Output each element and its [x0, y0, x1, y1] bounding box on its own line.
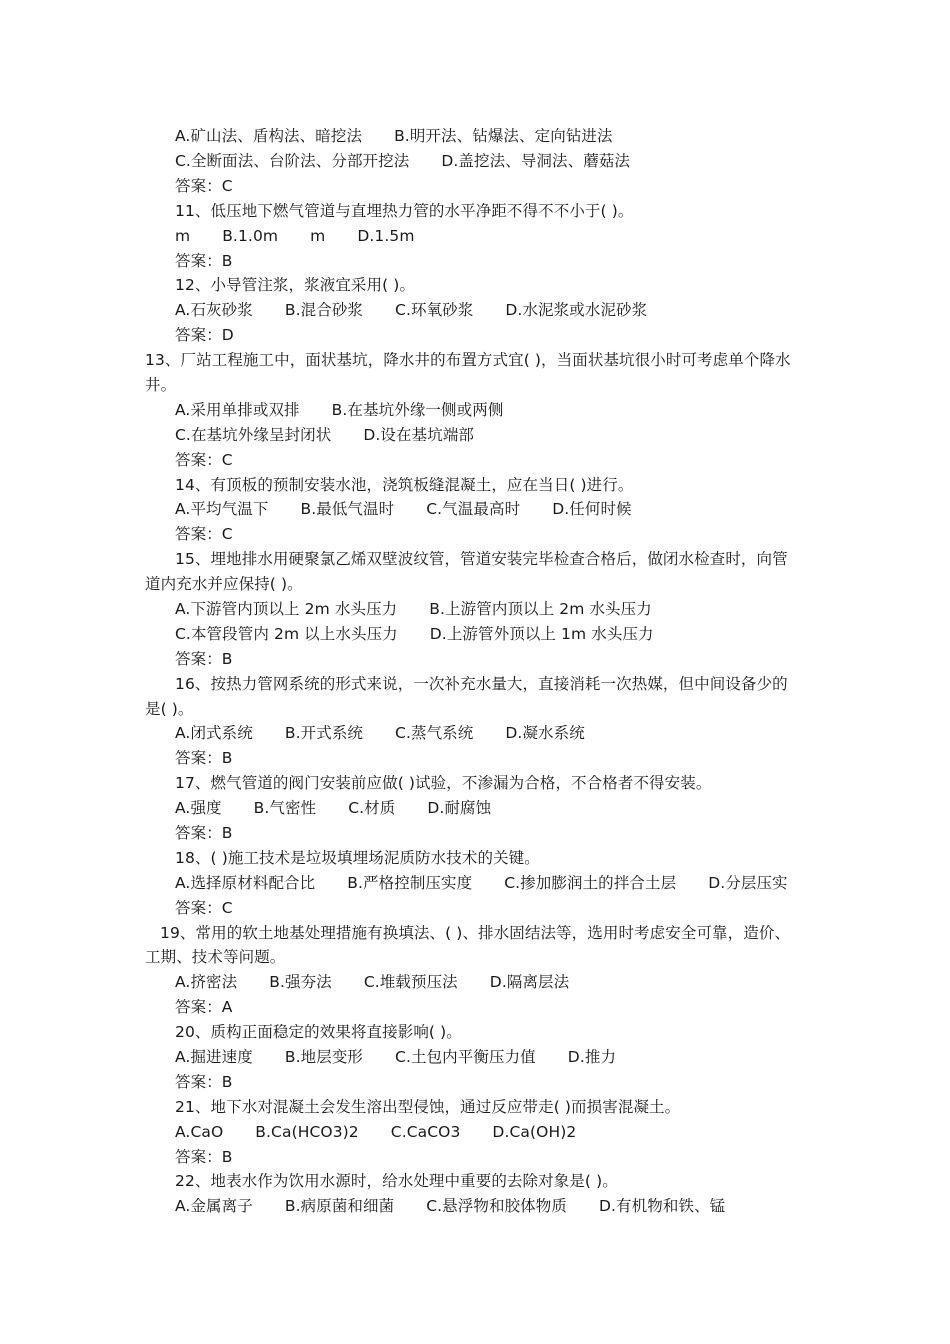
option-c: C.环氧砂浆: [395, 301, 474, 319]
option-c: C.蒸气系统: [395, 724, 474, 742]
option-a: A.平均气温下: [175, 500, 269, 518]
q19-question-line2: 工期、技术等问题。: [145, 948, 286, 966]
q16-answer: 答案：B: [175, 749, 233, 767]
option-c: C.在基坑外缘呈封闭状: [175, 426, 332, 444]
option-b: B.气密性: [253, 799, 317, 817]
option-b: B.1.0m: [222, 227, 279, 245]
option-c: C.本管段管内 2m 以上水头压力: [175, 625, 398, 643]
q16-options: [175, 723, 585, 743]
q18-answer: 答案：C: [175, 899, 233, 917]
option-b: B.在基坑外缘一侧或两侧: [331, 401, 504, 419]
option-b: B.最低气温时: [300, 500, 395, 518]
option-d: D.耐腐蚀: [427, 799, 492, 817]
q20-question: 20、质构正面稳定的效果将直接影响( )。: [175, 1023, 462, 1041]
q15-question-line2: 道内充水并应保持( )。: [145, 575, 303, 593]
q12-answer: 答案：D: [175, 326, 234, 344]
option-d: D.Ca(OH)2: [492, 1123, 577, 1141]
q17-question: 17、燃气管道的阀门安装前应做( )试验，不渗漏为合格，不合格者不得安装。: [175, 774, 712, 792]
option-d: D.设在基坑端部: [363, 426, 475, 444]
q10-options-row1: [175, 126, 613, 146]
q20-options: [175, 1047, 616, 1067]
option-b: B.Ca(HCO3)2: [255, 1123, 359, 1141]
option-c: C.悬浮物和胶体物质: [426, 1197, 567, 1215]
option-c: C.土包内平衡压力值: [395, 1048, 536, 1066]
option-d: D.有机物和铁、锰: [599, 1197, 726, 1215]
option-b: B.严格控制压实度: [347, 874, 473, 892]
q20-answer: 答案：B: [175, 1073, 233, 1091]
q12-options: [175, 300, 647, 320]
q13-question-line1: 13、厂站工程施工中，面状基坑，降水井的布置方式宜( )，当面状基坑很小时可考虑单个降水: [145, 351, 791, 369]
option-c: C.材质: [348, 799, 396, 817]
option-a: A.选择原材料配合比: [175, 874, 316, 892]
option-d: D.1.5m: [357, 227, 415, 245]
q14-answer: 答案：C: [175, 525, 233, 543]
q15-answer: 答案：B: [175, 650, 233, 668]
option-d: D.推力: [567, 1048, 617, 1066]
q15-options-row2: [175, 624, 654, 644]
option-b: B.上游管内顶以上 2m 水头压力: [429, 600, 652, 618]
q11-question: 11、低压地下燃气管道与直埋热力管的水平净距不得不不小于( )。: [175, 202, 634, 220]
option-a: A.掘进速度: [175, 1048, 253, 1066]
q15-options-row1: [175, 599, 652, 619]
option-d: D.水泥浆或水泥砂浆: [505, 301, 648, 319]
q11-answer: 答案：B: [175, 252, 233, 270]
option-b: B.地层变形: [284, 1048, 364, 1066]
option-a: A.采用单排或双排: [175, 401, 300, 419]
option-a: A.矿山法、盾构法、暗挖法: [175, 127, 363, 145]
q10-options-row2: [175, 151, 630, 171]
option-c: C.CaCO3: [390, 1123, 461, 1141]
q12-question: 12、小导管注浆，浆液宜采用( )。: [175, 276, 416, 294]
option-a: A.石灰砂浆: [175, 301, 253, 319]
q11-options: [175, 226, 415, 246]
q10-answer: 答案：C: [175, 177, 233, 195]
q17-options: [175, 798, 491, 818]
option-d: D.凝水系统: [505, 724, 585, 742]
option-c: C.全断面法、台阶法、分部开挖法: [175, 152, 410, 170]
q17-answer: 答案：B: [175, 824, 233, 842]
option-a: A.强度: [175, 799, 222, 817]
q22-question: 22、地表水作为饮用水源时，给水处理中重要的去除对象是( )。: [175, 1172, 618, 1190]
q16-question-line2: 是( )。: [145, 700, 194, 718]
option-b: B.开式系统: [284, 724, 364, 742]
q19-answer: 答案：A: [175, 998, 233, 1016]
q19-question-line1: 19、常用的软土地基处理措施有换填法、( )、排水固结法等，选用时考虑安全可靠，造价、: [160, 924, 791, 942]
option-a: A.挤密法: [175, 973, 238, 991]
q21-answer: 答案：B: [175, 1148, 233, 1166]
q13-answer: 答案：C: [175, 451, 233, 469]
option-a: m: [175, 227, 191, 245]
option-b: B.病原菌和细菌: [284, 1197, 395, 1215]
q22-options: [175, 1196, 725, 1216]
option-a: A.CaO: [175, 1123, 224, 1141]
q15-question-line1: 15、埋地排水用硬聚氯乙烯双壁波纹管，管道安装完毕检查合格后，做闭水检查时，向管: [175, 550, 788, 568]
option-a: A.金属离子: [175, 1197, 253, 1215]
option-c: C.掺加膨润土的拌合土层: [504, 874, 677, 892]
option-c: m: [310, 227, 326, 245]
q13-question-line2: 井。: [145, 376, 177, 394]
option-b: B.明开法、钻爆法、定向钻进法: [394, 127, 613, 145]
option-d: D.任何时候: [552, 500, 632, 518]
q14-options: [175, 499, 632, 519]
option-a: A.下游管内顶以上 2m 水头压力: [175, 600, 398, 618]
q16-question-line1: 16、按热力管网系统的形式来说，一次补充水量大，直接消耗一次热媒，但中间设备少的: [175, 675, 788, 693]
q21-question: 21、地下水对混凝土会发生溶出型侵蚀，通过反应带走( )而损害混凝土。: [175, 1098, 681, 1116]
q14-question: 14、有顶板的预制安装水池，浇筑板缝混凝土，应在当日( )进行。: [175, 476, 634, 494]
option-c: C.堆载预压法: [363, 973, 458, 991]
option-c: C.气温最高时: [426, 500, 521, 518]
option-d: D.隔离层法: [489, 973, 570, 991]
q18-question: 18、( )施工技术是垃圾填埋场泥质防水技术的关键。: [175, 849, 540, 867]
option-b: B.强夯法: [269, 973, 332, 991]
option-d: D.上游管外顶以上 1m 水头压力: [429, 625, 654, 643]
q13-options-row1: [175, 400, 503, 420]
option-d: D.盖挖法、导洞法、蘑菇法: [441, 152, 631, 170]
option-a: A.闭式系统: [175, 724, 253, 742]
option-d: D.分层压实: [708, 874, 788, 892]
q19-options: [175, 972, 569, 992]
option-b: B.混合砂浆: [284, 301, 364, 319]
q13-options-row2: [175, 425, 474, 445]
q18-options: [175, 873, 788, 893]
q21-options: [175, 1122, 576, 1142]
